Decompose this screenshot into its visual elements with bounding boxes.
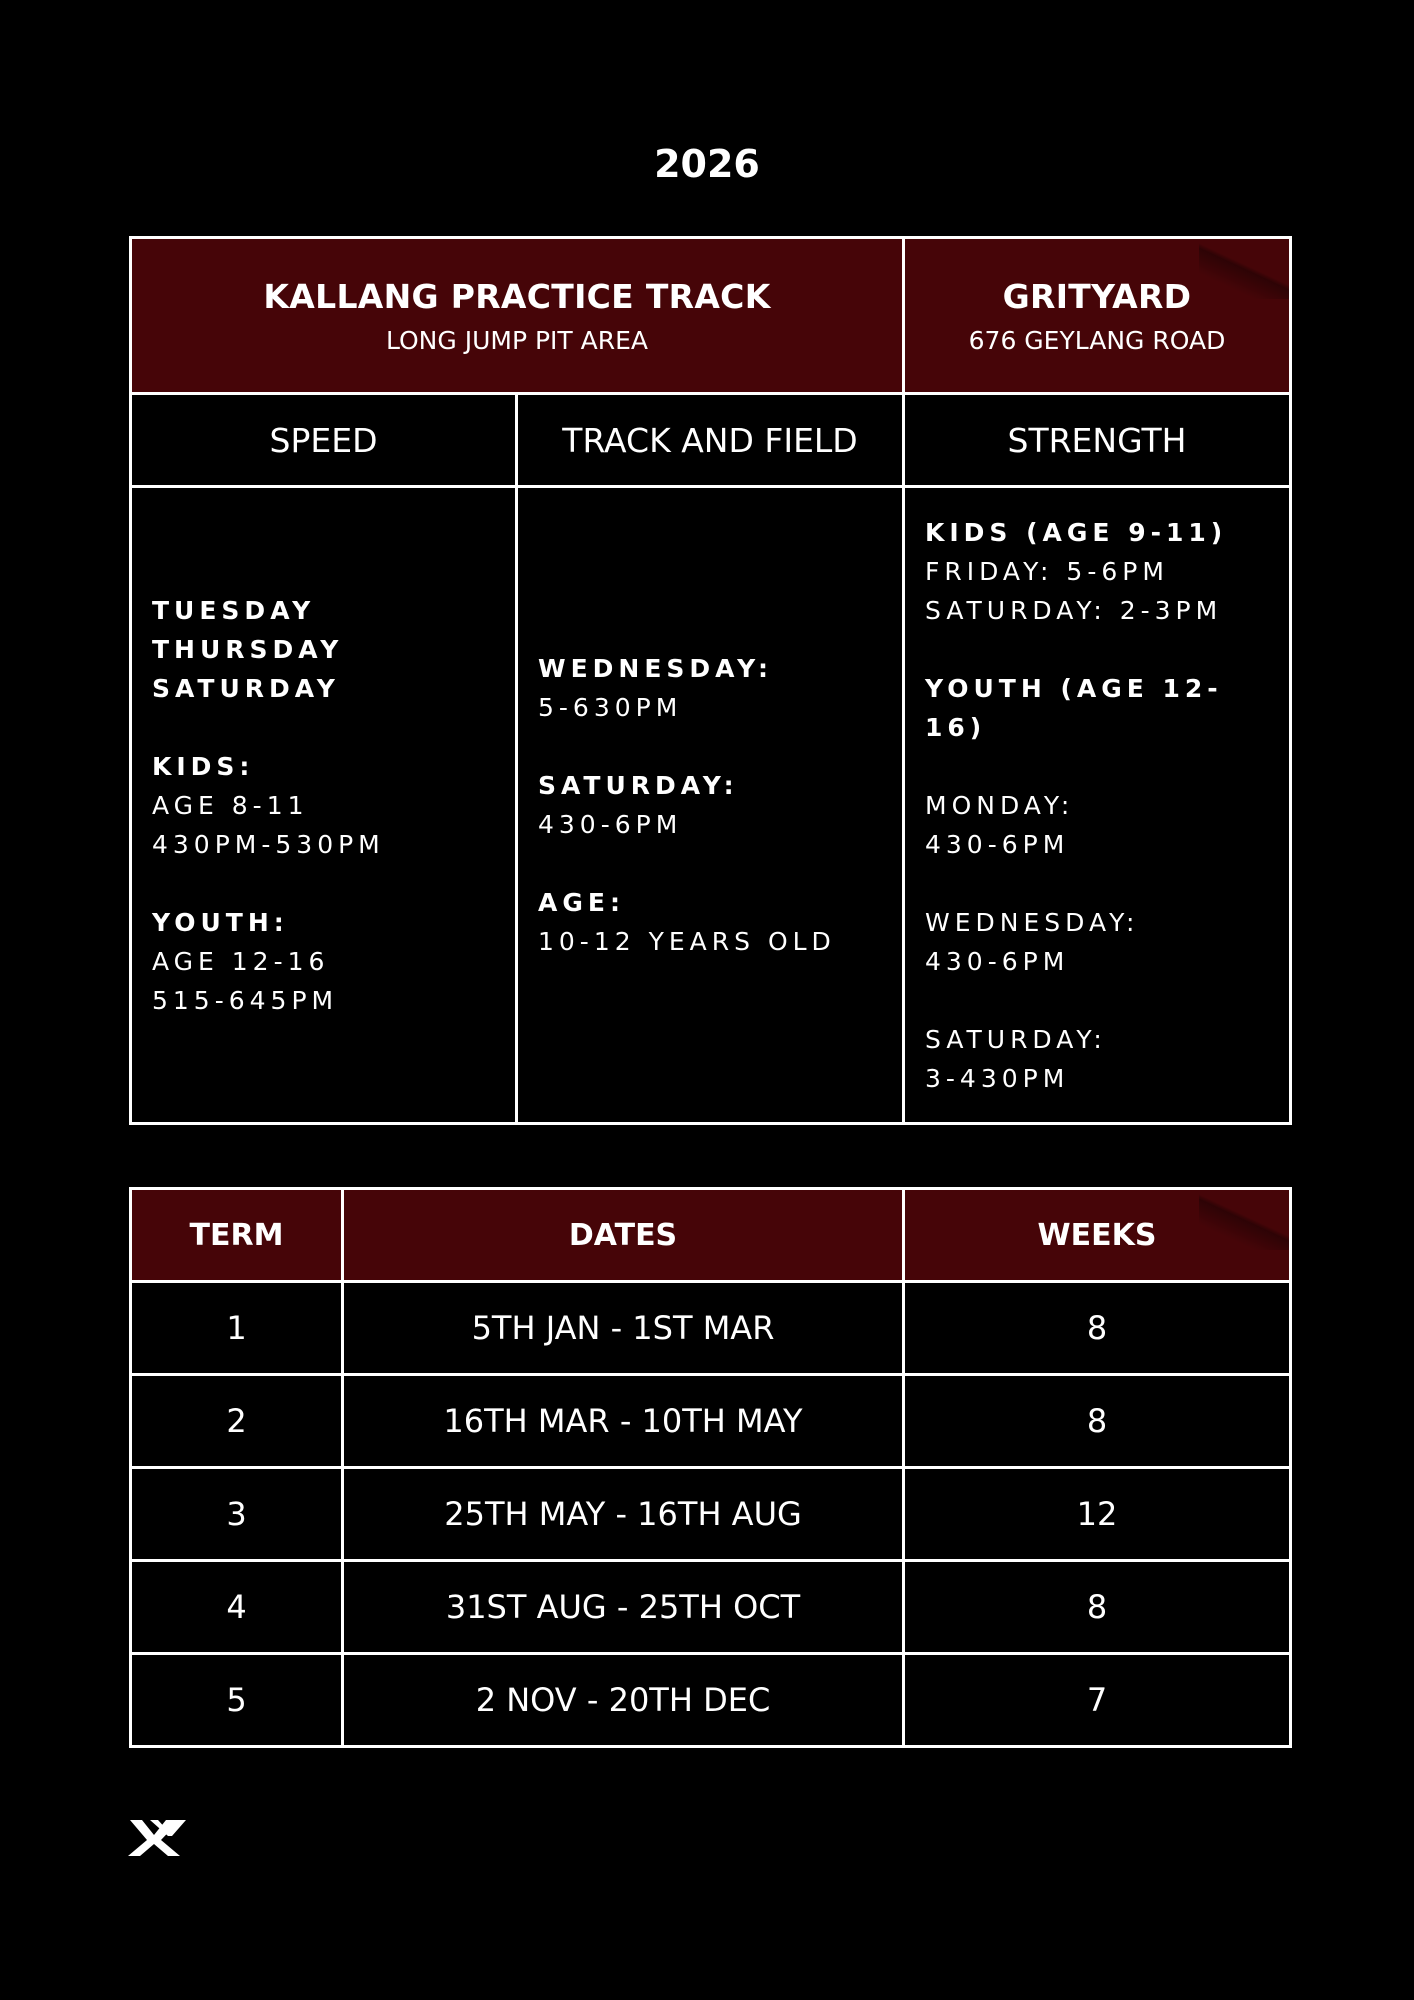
term-dates: 2 NOV - 20TH DEC [343, 1654, 904, 1747]
venue-cell-kallang [131, 238, 904, 394]
strength-youth-day: MONDAY: [925, 790, 1075, 820]
term-number: 2 [131, 1375, 343, 1468]
venue-cell-grityard [904, 238, 1291, 394]
term-weeks: 12 [904, 1468, 1291, 1561]
venue-name: KALLANG PRACTICE TRACK [263, 276, 771, 316]
program-title-speed: SPEED [131, 394, 517, 487]
tf-age-value: 10-12 YEARS OLD [538, 927, 836, 956]
strength-youth-time: 3-430PM [925, 1063, 1070, 1093]
term-dates: 25TH MAY - 16TH AUG [343, 1468, 904, 1561]
tf-day2-label: SATURDAY: [538, 771, 739, 800]
terms-header-row [131, 1189, 1291, 1282]
speed-details [131, 487, 517, 1124]
strength-youth-time: 430-6PM [925, 946, 1070, 976]
tf-day2-time: 430-6PM [538, 810, 683, 839]
term-dates: 16TH MAR - 10TH MAY [343, 1375, 904, 1468]
program-title-track-and-field: TRACK AND FIELD [517, 394, 904, 487]
term-weeks: 8 [904, 1561, 1291, 1654]
tf-age-label: AGE: [538, 888, 625, 917]
column-header-dates: DATES [343, 1189, 904, 1282]
strength-kids-line: SATURDAY: 2-3PM [925, 595, 1223, 625]
strength-kids-line: FRIDAY: 5-6PM [925, 556, 1169, 586]
corner-fold-decoration [1199, 1190, 1289, 1250]
term-number: 5 [131, 1654, 343, 1747]
term-weeks: 8 [904, 1282, 1291, 1375]
term-number: 3 [131, 1468, 343, 1561]
table-row [131, 1561, 1291, 1654]
table-row [131, 1375, 1291, 1468]
track-and-field-details [517, 487, 904, 1124]
speed-kids-label: KIDS: [152, 751, 255, 781]
strength-youth-time: 430-6PM [925, 829, 1070, 859]
term-weeks: 8 [904, 1375, 1291, 1468]
term-dates: 5TH JAN - 1ST MAR [343, 1282, 904, 1375]
column-header-weeks-label: WEEKS [1037, 1217, 1157, 1253]
venue-location: 676 GEYLANG ROAD [968, 325, 1226, 355]
term-dates: 31ST AUG - 25TH OCT [343, 1561, 904, 1654]
speed-youth-label: YOUTH: [152, 907, 289, 937]
strength-youth-day: WEDNESDAY: [925, 907, 1140, 937]
speed-day: SATURDAY [152, 673, 340, 703]
schedule-table [129, 236, 1292, 1125]
column-header-weeks [904, 1189, 1291, 1282]
speed-day: THURSDAY [152, 634, 344, 664]
terms-table [129, 1187, 1292, 1748]
term-number: 4 [131, 1561, 343, 1654]
tf-day1-label: WEDNESDAY: [538, 654, 774, 683]
strength-youth-day: SATURDAY: [925, 1024, 1107, 1054]
details-row [131, 487, 1291, 1124]
table-row [131, 1468, 1291, 1561]
strength-details [904, 487, 1291, 1124]
term-weeks: 7 [904, 1654, 1291, 1747]
table-row [131, 1654, 1291, 1747]
column-header-term: TERM [131, 1189, 343, 1282]
program-row [131, 394, 1291, 487]
speed-kids-time: 430PM-530PM [152, 829, 385, 859]
speed-kids-age: AGE 8-11 [152, 790, 309, 820]
term-number: 1 [131, 1282, 343, 1375]
strength-youth-label: YOUTH (AGE 12-16) [925, 673, 1223, 742]
speed-youth-age: AGE 12-16 [152, 946, 330, 976]
table-row [131, 1282, 1291, 1375]
tf-day1-time: 5-630PM [538, 693, 683, 722]
speed-youth-time: 515-645PM [152, 985, 339, 1015]
program-title-strength: STRENGTH [904, 394, 1291, 487]
venue-row [131, 238, 1291, 394]
page-title: 2026 [654, 142, 760, 186]
venue-location: LONG JUMP PIT AREA [385, 325, 649, 355]
maxform-logo [128, 1818, 188, 1860]
venue-name: GRITYARD [1002, 276, 1192, 316]
speed-day: TUESDAY [152, 595, 316, 625]
strength-kids-label: KIDS (AGE 9-11) [925, 517, 1228, 547]
